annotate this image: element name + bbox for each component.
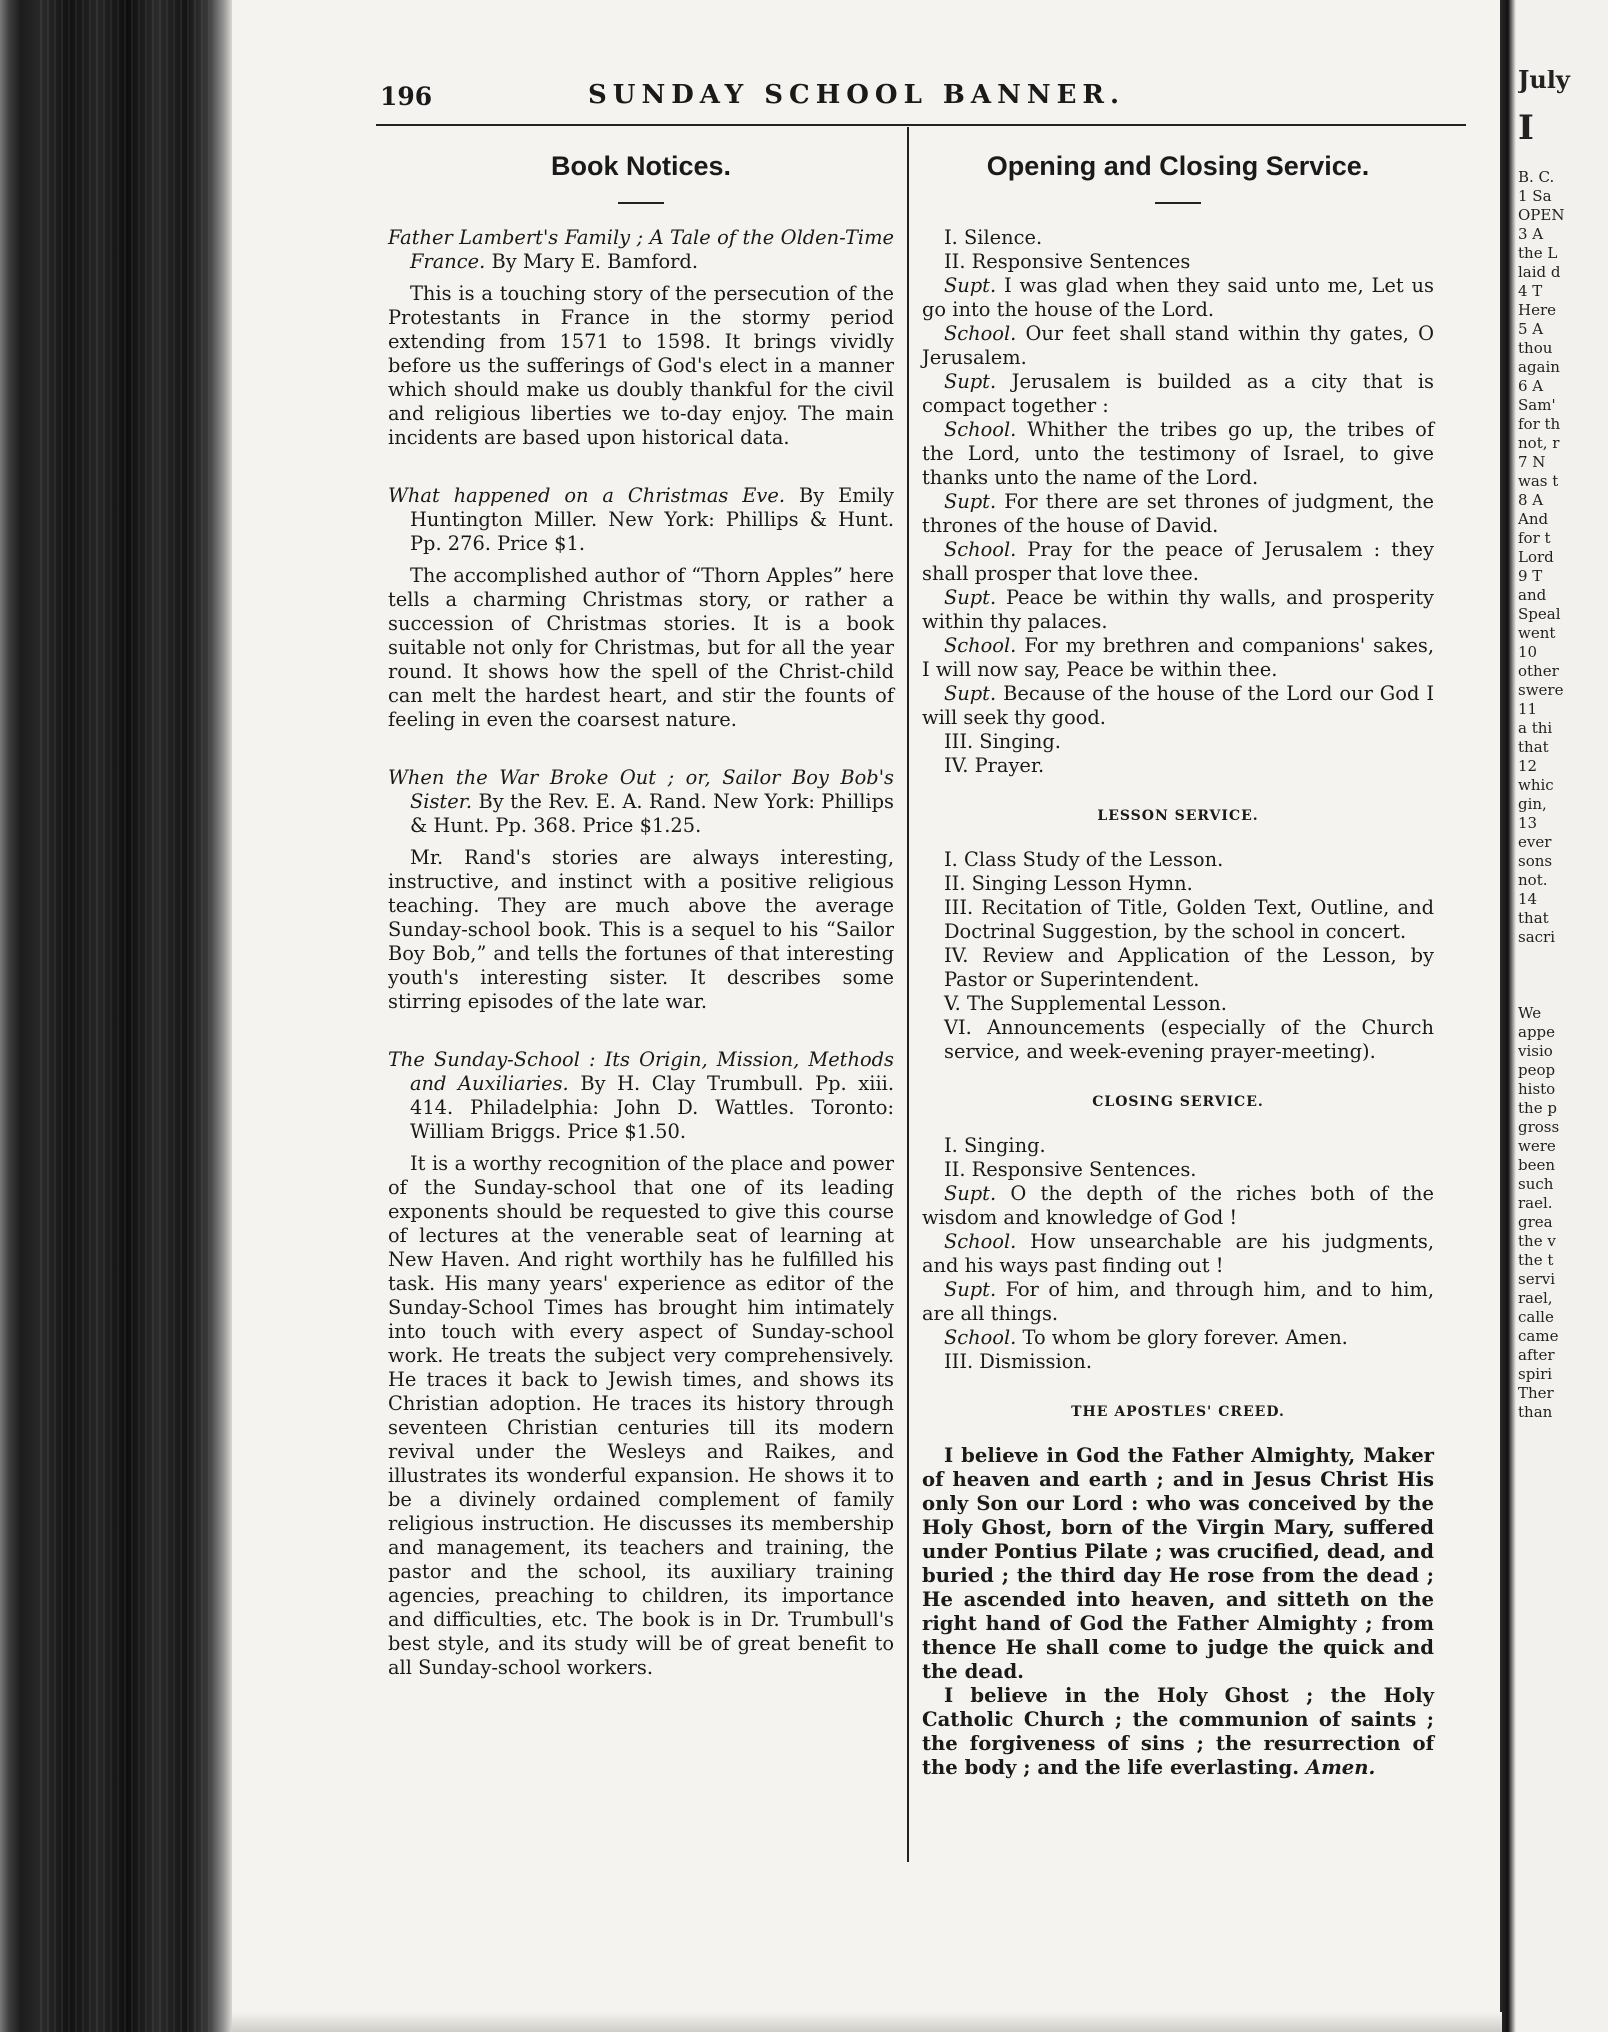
creed-text: I believe in the Holy Ghost ; the Holy Catholic Church ; the communion of saints ; the forgiveness of sins ; the resurrection of the body ; and the life everlasting. [922,1684,1434,1779]
column-divider [907,127,909,1862]
service-item: IV. Prayer. [944,754,1045,777]
fragment-line: again [1518,358,1560,376]
book-citation: By H. Clay Trumbull. Pp. xiii. 414. Philadelphia: John D. Wattles. Toronto: William Briggs. Price $1.50. [410,1072,895,1143]
fragment-line: 5 A [1518,320,1544,338]
fragment-line: OPEN [1518,206,1565,224]
speaker: Supt. [944,274,997,297]
fragment-line: 6 A [1518,377,1544,395]
fragment-line: visio [1518,1042,1553,1060]
fragment-line: gin, [1518,795,1547,813]
service-item: III. Singing. [944,730,1061,753]
responsive-sentence [922,538,1434,586]
speaker: Supt. [944,682,997,705]
fragment-line: a thi [1518,719,1553,737]
fragment-line: peop [1518,1061,1556,1079]
speaker: Supt. [944,1182,997,1205]
responsive-sentence [922,322,1434,370]
fragment-line: calle [1518,1308,1554,1326]
book-notices-column [388,140,894,1714]
fragment-line: rael. [1518,1194,1553,1212]
page-edges [40,0,215,2032]
service-item: VI. Announcements (especially of the Church service, and week-evening prayer-meeting). [944,1016,1434,1063]
fragment-line: We [1518,1004,1542,1022]
fragment-line: I [1518,108,1534,148]
fragment-line: came [1518,1327,1559,1345]
fragment-line: rael, [1518,1289,1553,1307]
title-rule [618,202,664,204]
book-heading [388,226,894,274]
fragment-line: whic [1518,776,1554,794]
book-citation: By the Rev. E. A. Rand. New York: Phillips & Hunt. Pp. 368. Price $1.25. [410,790,894,837]
sentence-text: Our feet shall stand within thy gates, O Jerusalem. [922,322,1434,369]
creed-paragraph [922,1684,1434,1780]
fragment-line: 14 [1518,890,1538,908]
book-citation: By Mary E. Bamford. [491,250,698,273]
service-column [922,140,1434,1780]
fragment-line: other [1518,662,1559,680]
responsive-sentence [922,490,1434,538]
book-heading [388,484,894,556]
fragment-line: 13 [1518,814,1538,832]
speaker: Supt. [944,490,997,513]
running-head: SUNDAY SCHOOL BANNER. [588,80,1126,110]
service-item: I. Singing. [944,1134,1046,1157]
service-item: III. Dismission. [944,1350,1093,1373]
fragment-line [1518,985,1608,1004]
fragment-line: spiri [1518,1365,1553,1383]
title-rule [1155,202,1201,204]
facing-page-fragment [1518,70,1608,1970]
fragment-line: the p [1518,1099,1557,1117]
fragment-line: not. [1518,871,1548,889]
responsive-sentence [922,586,1434,634]
fragment-line: 7 N [1518,453,1546,471]
closing-service-heading: CLOSING SERVICE. [1092,1094,1264,1110]
fragment-line: 1 Sa [1518,187,1552,205]
creed-heading: THE APOSTLES' CREED. [1071,1404,1285,1420]
book-notice [388,484,894,732]
speaker: School. [944,1230,1017,1253]
book-notice [388,1048,894,1680]
fragment-line: 8 A [1518,491,1544,509]
creed-amen: Amen. [1305,1756,1376,1779]
fragment-line: Sam' [1518,396,1556,414]
speaker: Supt. [944,370,997,393]
fragment-line: been [1518,1156,1556,1174]
fragment-line: grea [1518,1213,1553,1231]
fragment-line: sons [1518,852,1553,870]
fragment-line: servi [1518,1270,1556,1288]
book-citation: By Emily Huntington Miller. New York: Phillips & Hunt. Pp. 276. Price $1. [410,484,894,555]
service-item: II. Singing Lesson Hymn. [944,872,1193,895]
book-notice [388,226,894,450]
service-item: IV. Review and Application of the Lesson, by Pastor or Superintendent. [944,944,1434,991]
fragment-line: appe [1518,1023,1556,1041]
fragment-line: 9 T [1518,567,1543,585]
fragment-line: laid d [1518,263,1561,281]
book-title: The Sunday-School : Its Origin, Mission, Methods and Auxiliaries. [388,1048,894,1095]
book-title: When the War Broke Out ; or, Sailor Boy Bob's Sister. [388,766,894,813]
fragment-line: histo [1518,1080,1556,1098]
book-title: Father Lambert's Family ; A Tale of the Olden-Time France. [388,226,894,273]
fragment-line: 3 A [1518,225,1544,243]
sentence-text: For my brethren and companions' sakes, I will now say, Peace be within thee. [922,634,1434,681]
fragment-line: that [1518,909,1549,927]
fragment-line: Ther [1518,1384,1554,1402]
speaker: Supt. [944,1278,997,1301]
header-rule [376,124,1466,126]
responsive-sentence [922,1230,1434,1278]
sentence-text: To whom be glory forever. Amen. [1022,1326,1348,1349]
fragment-line: the t [1518,1251,1554,1269]
fragment-line: thou [1518,339,1553,357]
book-notice [388,766,894,1014]
fragment-line: after [1518,1346,1555,1364]
fragment-line: B. C. [1518,168,1555,186]
fragment-line: went [1518,624,1556,642]
sentence-text: Whither the tribes go up, the tribes of the Lord, unto the testimony of Israel, to give thanks unto the name of the Lord. [922,418,1435,489]
fragment-line: that [1518,738,1549,756]
fragment-line: Lord [1518,548,1554,566]
fragment-line: 11 [1518,700,1538,718]
speaker: Supt. [944,586,997,609]
sentence-text: For there are set thrones of judgment, the thrones of the house of David. [922,490,1434,537]
fragment-line [1518,966,1608,985]
fragment-line: 10 [1518,643,1538,661]
fragment-line: the L [1518,244,1558,262]
fragment-line: was t [1518,472,1559,490]
book-review: This is a touching story of the persecution of the Protestants in France in the stormy period extending from 1571 to 1598. It brings vividly before us the sufferings of God's elect in a manner which should make us doubly thankful for the civil and religious liberties we to-day enjoy. The main incidents are based upon historical data. [388,282,894,449]
sentence-text: Jerusalem is builded as a city that is compact together : [922,370,1434,417]
book-title: What happened on a Christmas Eve. [388,484,786,507]
sentence-text: I was glad when they said unto me, Let us go into the house of the Lord. [922,274,1434,321]
page-number: 196 [380,82,433,111]
fragment-line: the v [1518,1232,1556,1250]
lesson-service-heading: LESSON SERVICE. [1097,808,1259,824]
fragment-line: swere [1518,681,1564,699]
fragment-line: gross [1518,1118,1560,1136]
speaker: School. [944,418,1017,441]
fragment-line: ever [1518,833,1552,851]
section-title: Opening and Closing Service. [986,151,1370,181]
sentence-text: How unsearchable are his judgments, and his ways past finding out ! [922,1230,1434,1277]
fragment-line: Here [1518,301,1557,319]
responsive-sentence [922,418,1434,490]
fragment-line [1518,947,1608,966]
service-item: II. Responsive Sentences [944,250,1191,273]
book-review: The accomplished author of “Thorn Apples” here tells a charming Christmas story, or rather a succession of Christmas stories. It is a book suitable not only for Christmas, but for all the year round. It shows how the spell of the Christ-child can melt the hardest heart, and stir the founts of feeling in even the coarsest nature. [388,564,894,731]
sentence-text: For of him, and through him, and to him, are all things. [922,1278,1434,1325]
section-title: Book Notices. [550,151,732,181]
fragment-line: not, r [1518,434,1560,452]
book-review: Mr. Rand's stories are always interesting, instructive, and instinct with a positive religious teaching. They are much above the average Sunday-school book. This is a sequel to his “Sailor Boy Bob,” and tells the fortunes of that interesting youth's interesting sister. It describes some stirring episodes of the late war. [388,846,894,1013]
fragment-line: And [1518,510,1549,528]
book-review: It is a worthy recognition of the place and power of the Sunday-school that one of its leading exponents should be requested to give this course of lectures at the venerable seat of learning at New Haven. And right worthily has he fulfilled his task. His many years' experience as editor of the Sunday-School Times has brought him intimately into touch with every aspect of Sunday-school work. He treats the subject very comprehensively. He traces it back to Jewish times, and shows its Christian adoption. He traces its history through seventeen Christian centuries till its modern revival under the Wesleys and Raikes, and illustrates its wonderful expansion. He shows it to be a divinely ordained complement of family religious instruction. He discusses its membership and management, its teachers and training, the pastor and the school, its auxiliary training agencies, preaching to children, its importance and difficulties, etc. The book is in Dr. Trumbull's best style, and its study will be of great benefit to all Sunday-school workers. [388,1152,894,1679]
fragment-line: for th [1518,415,1561,433]
creed-paragraph: I believe in God the Father Almighty, Maker of heaven and earth ; and in Jesus Christ His only Son our Lord : who was conceived by the Holy Ghost, born of the Virgin Mary, suffered under Pontius Pilate ; was crucified, dead, and buried ; the third day He rose from the dead ; He ascended into heaven, and sitteth on the right hand of God the Father Almighty ; from thence He shall come to judge the quick and the dead. [922,1444,1434,1683]
service-item: II. Responsive Sentences. [944,1158,1197,1181]
service-item: III. Recitation of Title, Golden Text, Outline, and Doctrinal Suggestion, by the school in concert. [944,896,1434,943]
speaker: School. [944,538,1017,561]
sentence-text: Peace be within thy walls, and prosperity within thy palaces. [922,586,1434,633]
responsive-sentence [922,1278,1434,1326]
speaker: School. [944,322,1017,345]
responsive-sentence [922,634,1434,682]
speaker: School. [944,1326,1017,1349]
responsive-sentence [922,274,1434,322]
responsive-sentence [922,1326,1434,1350]
sentence-text: Because of the house of the Lord our God I will seek thy good. [922,682,1434,729]
fragment-line: than [1518,1403,1553,1421]
service-item: I. Class Study of the Lesson. [944,848,1224,871]
fragment-line: sacri [1518,928,1556,946]
fragment-line: 12 [1518,757,1538,775]
responsive-sentence [922,370,1434,418]
fragment-line: such [1518,1175,1554,1193]
fragment-line: and [1518,586,1547,604]
fragment-line: for t [1518,529,1551,547]
book-heading [388,1048,894,1144]
page-bottom-shadow [232,2012,1502,2032]
responsive-sentence [922,682,1434,730]
service-item: I. Silence. [944,226,1043,249]
fragment-line: were [1518,1137,1556,1155]
speaker: School. [944,634,1017,657]
sentence-text: Pray for the peace of Jerusalem : they shall prosper that love thee. [922,538,1434,585]
fragment-line: Speal [1518,605,1561,623]
fragment-line: 4 T [1518,282,1543,300]
book-heading [388,766,894,838]
service-item: V. The Supplemental Lesson. [944,992,1227,1015]
fragment-line: July [1518,70,1570,94]
sentence-text: O the depth of the riches both of the wisdom and knowledge of God ! [922,1182,1434,1229]
responsive-sentence [922,1182,1434,1230]
